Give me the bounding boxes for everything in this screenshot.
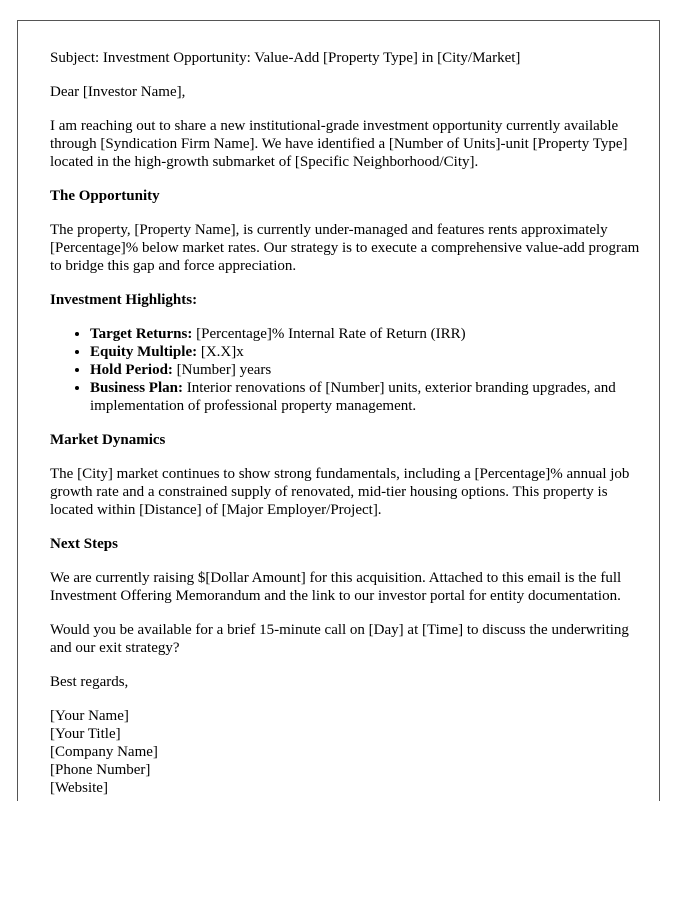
email-subject: Subject: Investment Opportunity: Value-Add [Property Type] in [City/Market] [50, 50, 521, 66]
highlights-list [50, 325, 642, 415]
market-heading: Market Dynamics [50, 432, 166, 448]
email-document [17, 20, 660, 801]
email-signature [50, 707, 642, 797]
highlights-heading: Investment Highlights: [50, 292, 198, 308]
highlight-text: [X.X]x [197, 344, 244, 360]
highlight-item-hold-period [90, 361, 642, 379]
intro-paragraph: I am reaching out to share a new institutional-grade investment opportunity currently available through [Syndication Firm Name]. We have identified a [Number of Units]-unit [Property Type] located in the high-growth submarket of [Specific Neighborhood/City]. [50, 118, 628, 170]
highlight-item-business-plan [90, 379, 642, 415]
highlight-text: Interior renovations of [Number] units, exterior branding upgrades, and implementation of professional property management. [90, 380, 616, 414]
opportunity-heading: The Opportunity [50, 188, 160, 204]
call-request-paragraph: Would you be available for a brief 15-minute call on [Day] at [Time] to discuss the underwriting and our exit strategy? [50, 622, 629, 656]
market-paragraph: The [City] market continues to show strong fundamentals, including a [Percentage]% annual job growth rate and a constrained supply of renovated, mid-tier housing options. This property is located within [Distance] of [Major Employer/Project]. [50, 466, 630, 518]
highlight-label: Business Plan: [90, 380, 183, 396]
highlight-text: [Number] years [172, 362, 272, 378]
next-steps-heading: Next Steps [50, 536, 118, 552]
highlight-label: Equity Multiple: [90, 344, 198, 360]
opportunity-paragraph: The property, [Property Name], is currently under-managed and features rents approximately [Percentage]% below market rates. Our strategy is to execute a comprehensive value-add program to bridge this gap and force appreciation. [50, 222, 640, 274]
highlight-text: [Percentage]% Internal Rate of Return (IRR) [192, 326, 466, 342]
highlight-item-target-returns [90, 325, 642, 343]
highlight-label: Target Returns: [90, 326, 193, 342]
email-body [50, 49, 642, 797]
signature-phone: [Phone Number] [50, 762, 151, 778]
signature-name: [Your Name] [50, 708, 129, 724]
highlight-item-equity-multiple [90, 343, 642, 361]
next-steps-paragraph: We are currently raising $[Dollar Amount] for this acquisition. Attached to this email is the full Investment Offering Memorandum and the link to our investor portal for entity documentation. [50, 570, 622, 604]
email-closing: Best regards, [50, 674, 129, 690]
signature-website: [Website] [50, 780, 108, 796]
email-greeting: Dear [Investor Name], [50, 84, 186, 100]
highlight-label: Hold Period: [90, 362, 173, 378]
signature-company: [Company Name] [50, 744, 158, 760]
signature-title: [Your Title] [50, 726, 121, 742]
